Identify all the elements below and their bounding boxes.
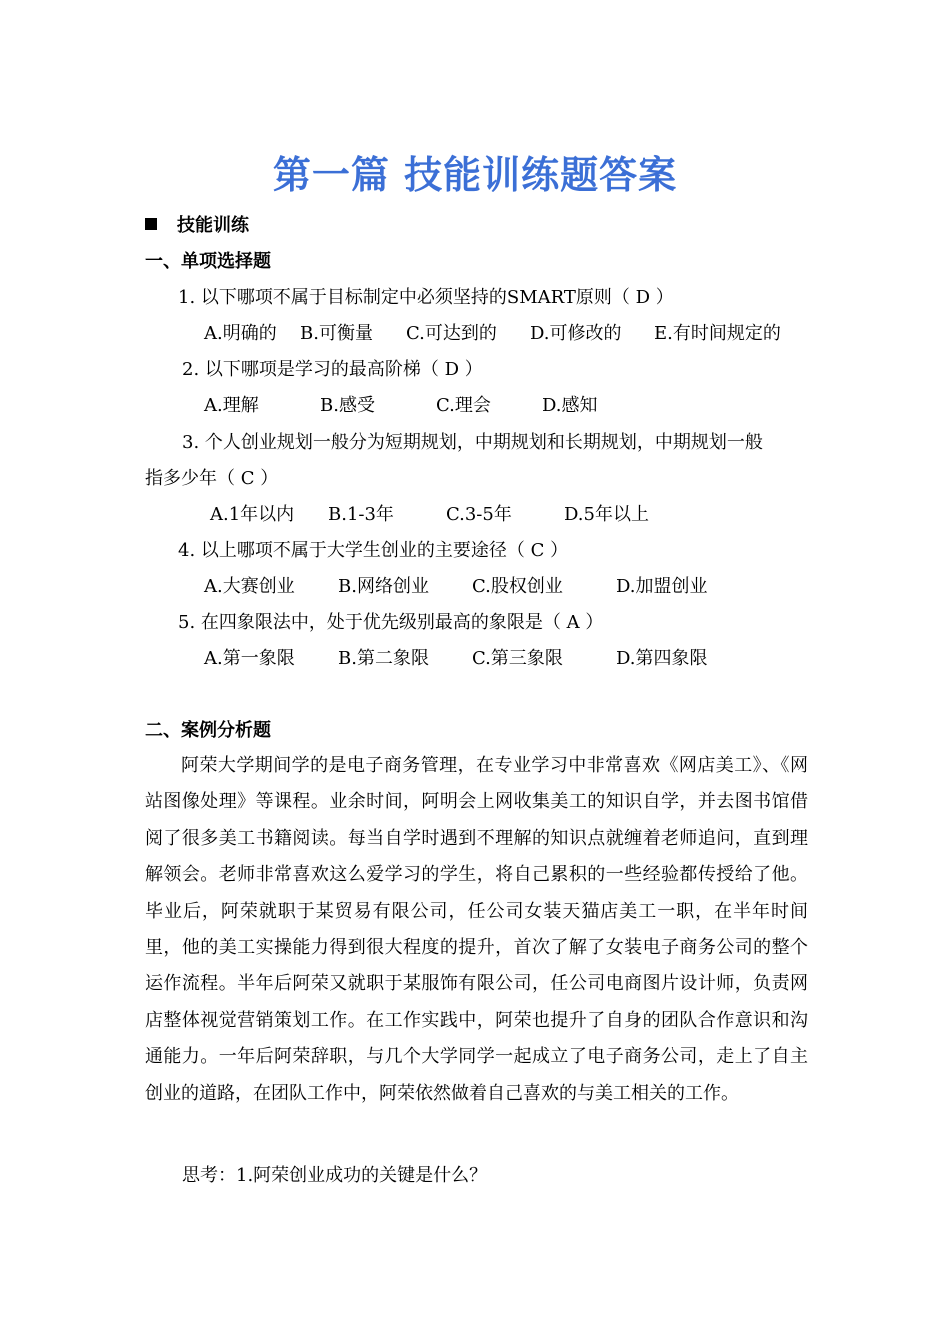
part2-heading: 二、案例分析题 xyxy=(145,720,271,741)
option: D.感知 xyxy=(542,395,598,416)
option: C.第三象限 xyxy=(472,648,563,669)
option: D.可修改的 xyxy=(530,323,622,344)
think-question: 思考：1.阿荣创业成功的关键是什么？ xyxy=(182,1165,488,1186)
question-5-stem: 5. 在四象限法中，处于优先级别最高的象限是（ A ） xyxy=(178,612,604,633)
option: C.股权创业 xyxy=(472,576,563,597)
case-paragraph: 阿荣大学期间学的是电子商务管理，在专业学习中非常喜欢《网店美工》、《网站图像处理》等课程。业余时间，阿明会上网收集美工的知识自学，并去图书馆借阅了很多美工书籍阅读。每当自学时遇到不理解的知识点就缠着老师追问，直到理解领会。老师非常喜欢这么爱学习的学生，将自己累积的一些经验都传授给了他。毕业后，阿荣就职于某贸易有限公司，任公司女装天猫店美工一职，在半年时间里，他的美工实操能力得到很大程度的提升，首次了解了女装电子商务公司的整个运作流程。半年后阿荣又就职于某服饰有限公司，任公司电商图片设计师，负责网店整体视觉营销策划工作。在工作实践中，阿荣也提升了自身的团队合作意识和沟通能力。一年后阿荣辞职，与几个大学同学一起成立了电子商务公司，走上了自主创业的道路，在团队工作中，阿荣依然做着自己喜欢的与美工相关的工作。 xyxy=(145,755,808,1104)
part1-heading: 一、单项选择题 xyxy=(145,251,271,272)
question-1-options xyxy=(204,322,781,346)
question-4-options xyxy=(204,575,708,599)
option: B.网络创业 xyxy=(338,576,429,597)
option: A.第一象限 xyxy=(204,648,295,669)
option: B.第二象限 xyxy=(338,648,429,669)
option: A.明确的 xyxy=(204,323,277,344)
option: A.理解 xyxy=(204,395,259,416)
option: D.加盟创业 xyxy=(616,576,708,597)
option: C.可达到的 xyxy=(406,323,497,344)
question-3-options xyxy=(210,503,649,527)
option: B.1-3年 xyxy=(328,504,394,525)
section-skills-label: 技能训练 xyxy=(177,215,249,236)
section-skills xyxy=(145,214,249,238)
question-2-options xyxy=(204,394,598,418)
option: B.可衡量 xyxy=(300,323,373,344)
question-3-stem-cont: 指多少年（ C ） xyxy=(145,468,279,489)
option: E.有时间规定的 xyxy=(654,323,781,344)
option: C.理会 xyxy=(436,395,491,416)
option: D.第四象限 xyxy=(616,648,708,669)
question-5-options xyxy=(204,647,708,671)
option: A.1年以内 xyxy=(210,504,295,525)
question-3-stem: 3. 个人创业规划一般分为短期规划，中期规划和长期规划，中期规划一般 xyxy=(182,432,763,453)
option: A.大赛创业 xyxy=(204,576,295,597)
question-4-stem: 4. 以上哪项不属于大学生创业的主要途径（ C ） xyxy=(178,540,569,561)
square-bullet-icon xyxy=(145,218,157,230)
question-2-stem: 2. 以下哪项是学习的最高阶梯（ D ） xyxy=(182,359,483,380)
option: C.3-5年 xyxy=(446,504,512,525)
page-title: 第一篇 技能训练题答案 xyxy=(272,153,678,197)
question-1-stem: 1. 以下哪项不属于目标制定中必须坚持的SMART原则（ D ） xyxy=(178,287,674,308)
option: B.感受 xyxy=(320,395,375,416)
option: D.5年以上 xyxy=(564,504,649,525)
